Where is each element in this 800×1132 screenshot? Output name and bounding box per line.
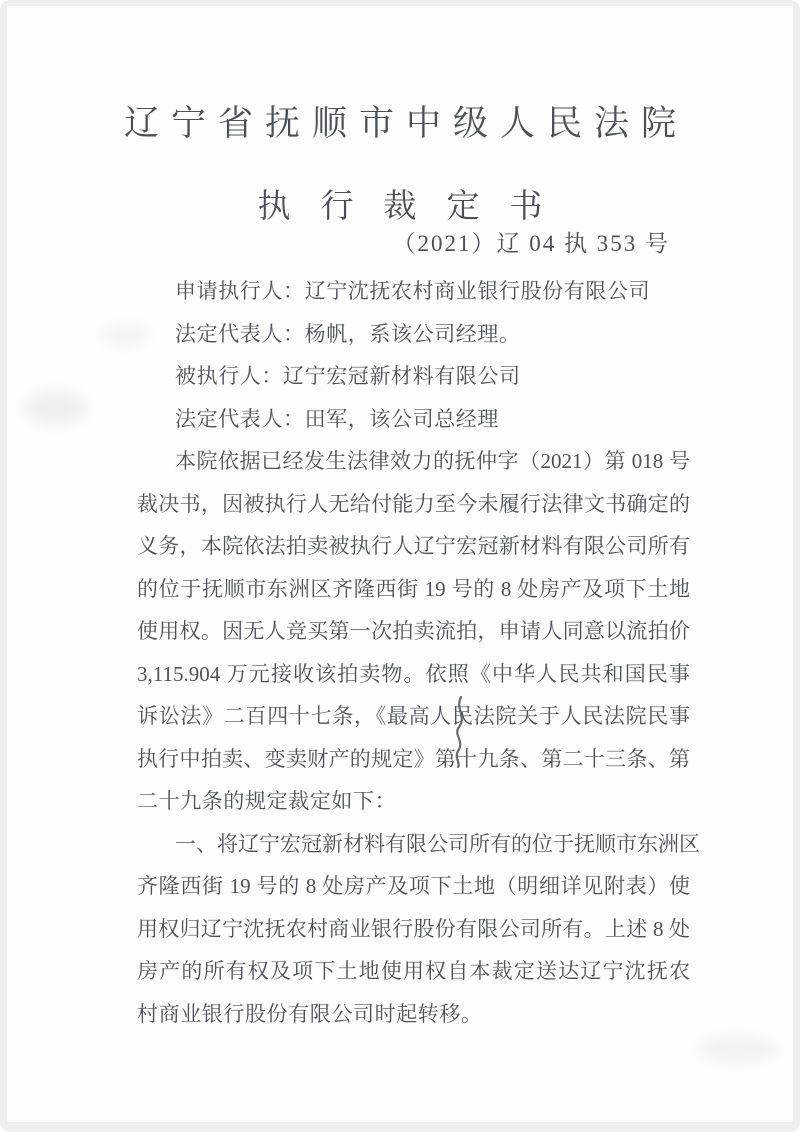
ruling-body-text xyxy=(137,270,700,1035)
scan-smudge xyxy=(25,391,85,425)
text-line: 使用权。因无人竞买第一次拍卖流拍，申请人同意以流拍价 xyxy=(137,619,690,643)
text-line: 的位于抚顺市东洲区齐隆西街 19 号的 8 处房产及项下土地 xyxy=(137,576,690,601)
text-line: 村商业银行股份有限公司时起转移。 xyxy=(137,1001,483,1026)
paper-sheet xyxy=(7,6,793,1122)
text-line: 义务，本院依法拍卖被执行人辽宁宏冠新材料有限公司所有 xyxy=(137,534,690,558)
case-number: （2021）辽 04 执 353 号 xyxy=(392,231,670,256)
text-line: 二十九条的规定裁定如下： xyxy=(137,789,397,813)
text-line: 法定代表人：田军，该公司总经理 xyxy=(175,406,499,431)
text-line: 法定代表人：杨帆，系该公司经理。 xyxy=(175,321,521,346)
text-line: 齐隆西街 19 号的 8 处房产及项下土地（明细详见附表）使 xyxy=(137,874,690,898)
text-line: 本院依据已经发生法律效力的抚仲字（2021）第 018 号 xyxy=(175,449,690,473)
text-line: 裁决书，因被执行人无给付能力至今未履行法律文书确定的 xyxy=(137,491,690,516)
court-name-heading: 辽宁省抚顺市中级人民法院 xyxy=(123,104,688,143)
text-line: 用权归辽宁沈抚农村商业银行股份有限公司所有。上述 8 处 xyxy=(137,916,690,941)
scan-smudge xyxy=(697,1036,777,1062)
text-line: 一、将辽宁宏冠新材料有限公司所有的位于抚顺市东洲区 xyxy=(175,831,700,856)
text-line: 房产的所有权及项下土地使用权自本裁定送达辽宁沈抚农 xyxy=(137,959,690,983)
document-title: 执行裁定书 xyxy=(257,189,573,225)
text-line: 3,115.904 万元接收该拍卖物。依照《中华人民共和国民事 xyxy=(137,661,691,686)
text-line: 执行中拍卖、变卖财产的规定》第十九条、第二十三条、第 xyxy=(137,746,690,771)
text-line: 诉讼法》二百四十七条，《最高人民法院关于人民法院民事 xyxy=(137,704,690,728)
text-line: 被执行人：辽宁宏冠新材料有限公司 xyxy=(175,364,521,388)
text-line: 申请执行人：辽宁沈抚农村商业银行股份有限公司 xyxy=(175,279,651,303)
